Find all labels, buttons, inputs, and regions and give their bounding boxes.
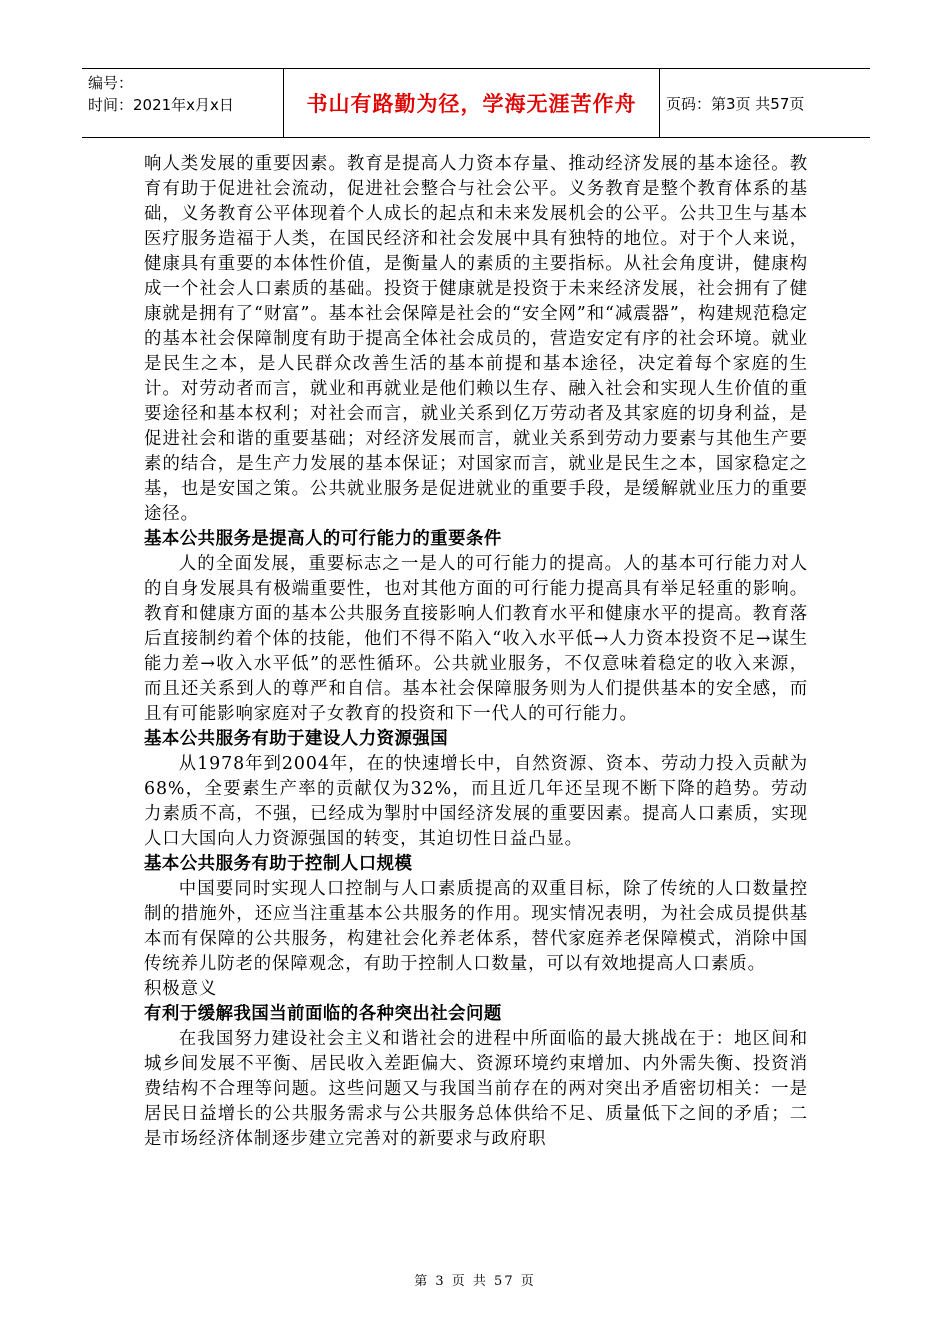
paragraph: 中国要同时实现人口控制与人口素质提高的双重目标，除了传统的人口数量控制的措施外，还应当注重基本公共服务的作用。现实情况表明，为社会成员提供基本而有保障的公共服务，构建社会化养老体系，替代家庭养老保障模式，消除中国传统养儿防老的保障观念，有助于控制人口数量，可以有效地提高人口素质。 xyxy=(144,879,808,974)
number-label: 编号： xyxy=(88,74,134,92)
time-label: 时间：2021年x月x日 xyxy=(88,96,234,114)
document-body xyxy=(144,152,808,1152)
page-footer: 第 3 页 共 57 页 xyxy=(414,1274,536,1289)
section-heading: 有利于缓解我国当前面临的各种突出社会问题 xyxy=(144,1004,502,1024)
header-meta xyxy=(82,69,284,137)
header-motto: 书山有路勤为径，学海无涯苦作舟 xyxy=(284,69,660,137)
paragraph: 人的全面发展，重要标志之一是人的可行能力的提高。人的基本可行能力对人的自身发展具有极端重要性，也对其他方面的可行能力提高具有举足轻重的影响。教育和健康方面的基本公共服务直接影响人们教育水平和健康水平的提高。教育落后直接制约着个体的技能，他们不得不陷入“收入水平低→人力资本投资不足→谋生能力差→收入水平低”的恶性循环。公共就业服务，不仅意味着稳定的收入来源，而且还关系到人的尊严和自信。基本社会保障服务则为人们提供基本的安全感，而且有可能影响家庭对子女教育的投资和下一代人的可行能力。 xyxy=(144,554,808,724)
header-page-label: 页码：第3页 共57页 xyxy=(666,94,805,113)
section-heading: 基本公共服务有助于控制人口规模 xyxy=(144,854,413,874)
section-heading: 基本公共服务有助于建设人力资源强国 xyxy=(144,729,449,749)
subsection-label: 积极意义 xyxy=(144,979,218,999)
paragraph: 在我国努力建设社会主义和谐社会的进程中所面临的最大挑战在于：地区间和城乡间发展不平衡、居民收入差距偏大、资源环境约束增加、内外需失衡、投资消费结构不合理等问题。这些问题又与我国当前存在的两对突出矛盾密切相关：一是居民日益增长的公共服务需求与公共服务总体供给不足、质量低下之间的矛盾；二是市场经济体制逐步建立完善对的新要求与政府职 xyxy=(144,1029,808,1149)
paragraph: 响人类发展的重要因素。教育是提高人力资本存量、推动经济发展的基本途径。教育有助于促进社会流动，促进社会整合与社会公平。义务教育是整个教育体系的基础，义务教育公平体现着个人成长的起点和未来发展机会的公平。公共卫生与基本医疗服务造福于人类，在国民经济和社会发展中具有独特的地位。对于个人来说，健康具有重要的本体性价值，是衡量人的素质的主要指标。从社会角度讲，健康构成一个社会人口素质的基础。投资于健康就是投资于未来经济发展，社会拥有了健康就是拥有了“财富”。基本社会保障是社会的“安全网”和“减震器”，构建规范稳定的基本社会保障制度有助于提高全体社会成员的，营造安定有序的社会环境。就业是民生之本，是人民群众改善生活的基本前提和基本途径，决定着每个家庭的生计。对劳动者而言，就业和再就业是他们赖以生存、融入社会和实现人生价值的重要途径和基本权利；对社会而言，就业关系到亿万劳动者及其家庭的切身利益，是促进社会和谐的重要基础；对经济发展而言，就业关系到劳动力要素与其他生产要素的结合，是生产力发展的基本保证；对国家而言，就业是民生之本，国家稳定之基，也是安国之策。公共就业服务是促进就业的重要手段，是缓解就业压力的重要途径。 xyxy=(144,154,808,524)
paragraph: 从1978年到2004年，在的快速增长中，自然资源、资本、劳动力投入贡献为68%，全要素生产率的贡献仅为32%，而且近几年还呈现不断下降的趋势。劳动力素质不高，不强，已经成为掣肘中国经济发展的重要因素。提高人口素质，实现人口大国向人力资源强国的转变，其迫切性日益凸显。 xyxy=(144,754,808,849)
page-header xyxy=(82,68,870,138)
section-heading: 基本公共服务是提高人的可行能力的重要条件 xyxy=(144,529,502,549)
